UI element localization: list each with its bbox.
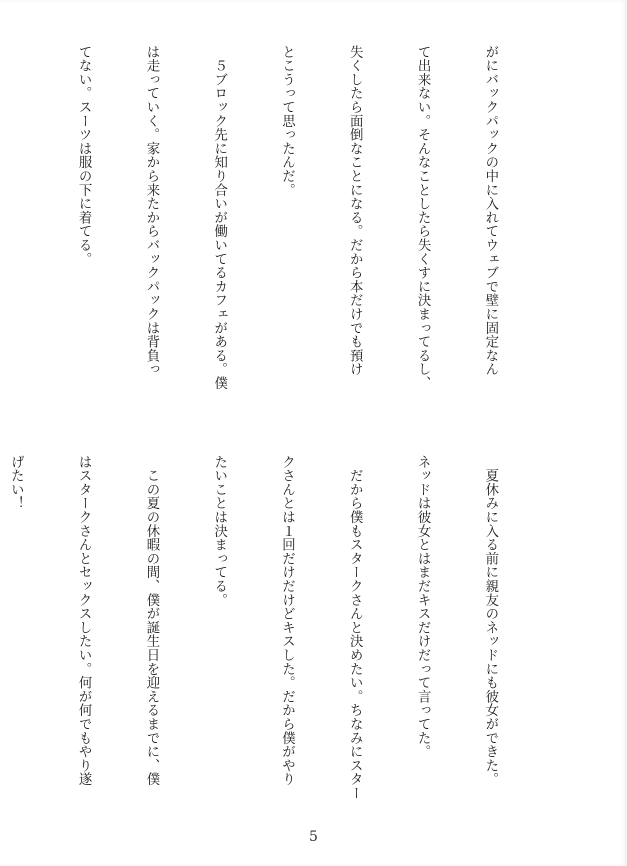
text-line: てない。スーツは服の下に着てる。 bbox=[76, 45, 92, 266]
text-line: がにバックパックの中に入れてウェブで壁に固定なん bbox=[482, 45, 498, 377]
top-text-block bbox=[74, 45, 546, 440]
blank-line bbox=[4, 45, 27, 440]
text-line: 失くしたら面倒なことになる。だから本だけでも預け bbox=[347, 45, 363, 377]
text-line: は走っていく。家から来たからバックパックは背負っ bbox=[143, 45, 159, 377]
bottom-text-block bbox=[8, 455, 546, 850]
text-line: たいことは決まってる。 bbox=[211, 455, 227, 607]
text-line: とこうって思ったんだ。 bbox=[279, 45, 295, 197]
text-line: ネッドは彼女とはまだキスだけだって言ってた。 bbox=[415, 455, 431, 759]
page-number: 5 bbox=[309, 829, 318, 845]
text-line: だから僕もスタークさんと決めたい。ちなみにスター bbox=[347, 455, 363, 800]
text-line: はスタークさんとセックスしたい。何が何でもやり遂 bbox=[76, 455, 92, 787]
text-line: ５ブロック先に知り合いが働いてるカフェがある。僕 bbox=[211, 45, 227, 390]
text-line: この夏の休暇の間、僕が誕生日を迎えるまでに、僕 bbox=[143, 455, 159, 787]
text-line: げたい！ bbox=[8, 455, 24, 511]
text-line: 夏休みに入る前に親友のネッドにも彼女ができた。 bbox=[482, 455, 498, 787]
text-line: クさんとは１回だけだけどキスした。だから僕がやり bbox=[279, 455, 295, 787]
text-line: て出来ない。そんなことしたら失くすに決まってるし、 bbox=[415, 45, 431, 390]
